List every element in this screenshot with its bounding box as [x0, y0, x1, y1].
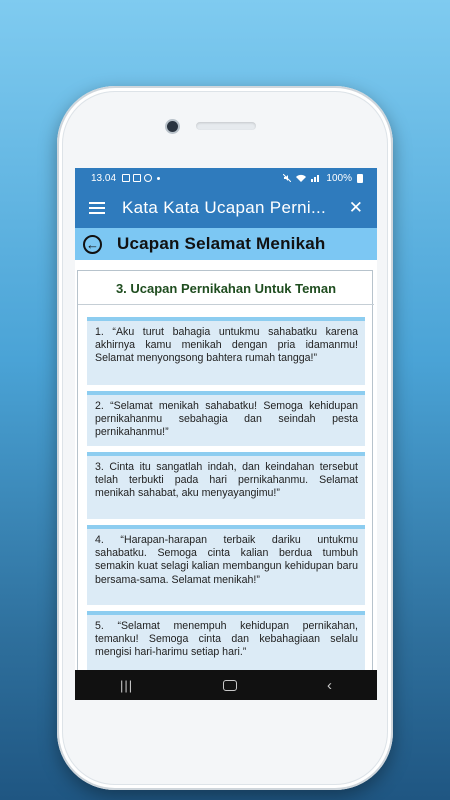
home-icon[interactable] — [223, 680, 237, 691]
status-time: 13.04 — [91, 172, 117, 184]
system-navigation-bar — [75, 670, 377, 700]
mail-notification-icon — [133, 174, 141, 182]
wifi-icon — [296, 174, 306, 182]
mute-icon — [283, 174, 291, 182]
image-notification-icon — [122, 174, 130, 182]
app-bar — [75, 188, 377, 228]
close-icon[interactable]: ✕ — [348, 198, 363, 217]
earpiece-speaker — [196, 122, 256, 130]
device-screen — [75, 168, 377, 700]
recent-apps-icon[interactable]: ||| — [119, 677, 134, 693]
app-title: Kata Kata Ucapan Perni... — [122, 198, 327, 217]
page-title: Ucapan Selamat Menikah — [117, 234, 326, 253]
status-bar — [75, 168, 377, 188]
greeting-entry-1: 1. “Aku turut bahagia untukmu sahabatku karena akhirnya kamu menikah dengan pria idamanmu! Selamat menyongsong bahtera rumah tangga!” — [87, 317, 365, 385]
system-status-icons — [283, 173, 363, 184]
greeting-entry-5: 5. “Selamat menempuh kehidupan pernikahan, temanku! Semoga cinta dan kebahagiaan selalu mengisi hari-harimu setiap hari.” — [87, 611, 365, 677]
section-divider — [78, 304, 374, 305]
back-arrow-icon[interactable]: ← — [83, 235, 102, 254]
content-area[interactable] — [75, 260, 377, 670]
section-title: 3. Ucapan Pernikahan Untuk Teman — [115, 281, 337, 296]
article-card — [77, 270, 373, 680]
hamburger-menu-icon[interactable] — [89, 202, 105, 214]
battery-level: 100% — [326, 172, 352, 184]
battery-icon — [357, 174, 363, 183]
back-nav-icon[interactable]: ‹ — [327, 676, 333, 694]
more-notifications-dot-icon — [157, 177, 160, 180]
greeting-entry-4: 4. “Harapan-harapan terbaik dariku untukmu sahabatku. Semoga cinta kalian berdua tumbuh semakin kuat selagi kalian membangun kehidupan baru bersama-sama. Selamat menikah!” — [87, 525, 365, 605]
whatsapp-notification-icon — [144, 174, 152, 182]
signal-icon — [311, 174, 321, 182]
greeting-entry-3: 3. Cinta itu sangatlah indah, dan keindahan tersebut telah terbukti pada hari pernikahanmu. Selamat menikah sahabat, aku menyayangimu!” — [87, 452, 365, 519]
notification-icons — [122, 174, 160, 182]
front-camera — [167, 121, 178, 132]
sub-header — [75, 228, 377, 260]
greeting-entry-2: 2. “Selamat menikah sahabatku! Semoga kehidupan pernikahanmu sebahagia dan seindah pesta pernikahanmu!” — [87, 391, 365, 446]
